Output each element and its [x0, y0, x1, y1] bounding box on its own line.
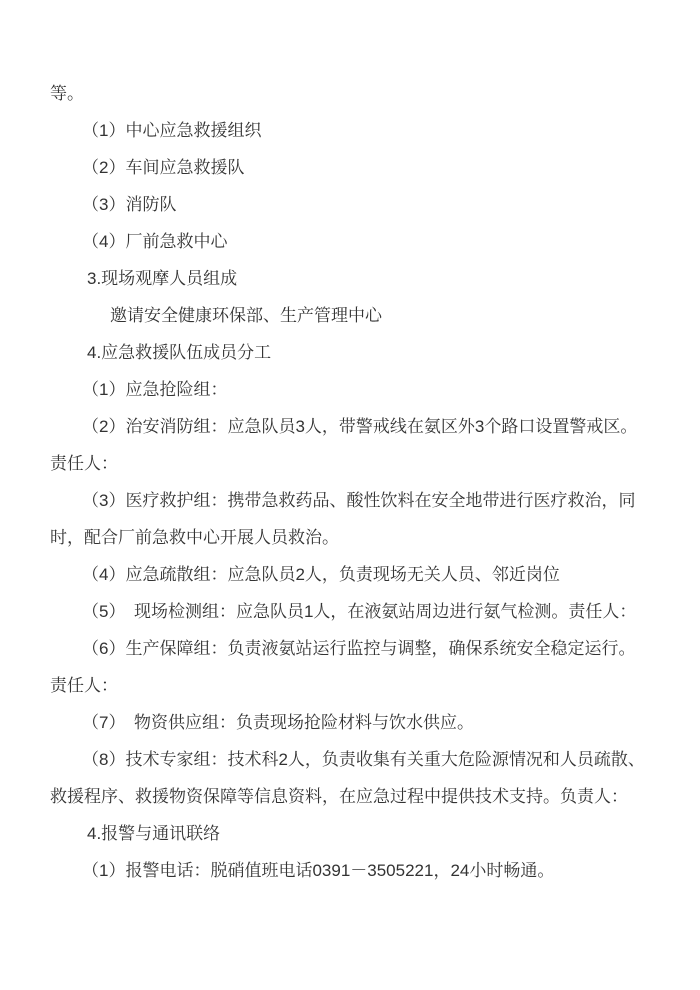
document-line: （7） 物资供应组：负责现场抢险材料与饮水供应。 [82, 713, 474, 732]
document-line: 时，配合厂前急救中心开展人员救治。 [50, 528, 339, 547]
document-line: （1）中心应急救援组织 [82, 121, 262, 140]
document-line: （2）治安消防组：应急队员3人，带警戒线在氨区外3个路口设置警戒区。 [82, 417, 638, 436]
document-line: （4）厂前急救中心 [82, 232, 228, 251]
document-line: 等。 [50, 84, 84, 103]
document-line: （3）医疗救护组：携带急救药品、酸性饮料在安全地带进行医疗救治，同 [82, 491, 636, 510]
document-line: （3）消防队 [82, 195, 177, 214]
document-line: 责任人： [50, 454, 118, 473]
document-line: （2）车间应急救援队 [82, 158, 245, 177]
document-line: 4.应急救援队伍成员分工 [87, 343, 272, 362]
document-line: 4.报警与通讯联络 [87, 824, 221, 843]
document-line: （4）应急疏散组：应急队员2人，负责现场无关人员、邻近岗位 [82, 565, 560, 584]
document-line: （1）报警电话：脱硝值班电话0391－3505221，24小时畅通。 [82, 861, 555, 880]
document-line: （1）应急抢险组： [82, 380, 228, 399]
document-line: 3.现场观摩人员组成 [87, 269, 238, 288]
document-line: 责任人： [50, 676, 118, 695]
document-line: 邀请安全健康环保部、生产管理中心 [110, 306, 382, 325]
document-line: （5） 现场检测组：应急队员1人，在液氨站周边进行氨气检测。责任人： [82, 602, 637, 621]
document-body [50, 75, 652, 889]
document-line: （6）生产保障组：负责液氨站运行监控与调整，确保系统安全稳定运行。 [82, 639, 636, 658]
document-line: （8）技术专家组：技术科2人，负责收集有关重大危险源情况和人员疏散、 [82, 750, 645, 769]
document-line: 救援程序、救援物资保障等信息资料，在应急过程中提供技术支持。负责人： [50, 787, 628, 806]
